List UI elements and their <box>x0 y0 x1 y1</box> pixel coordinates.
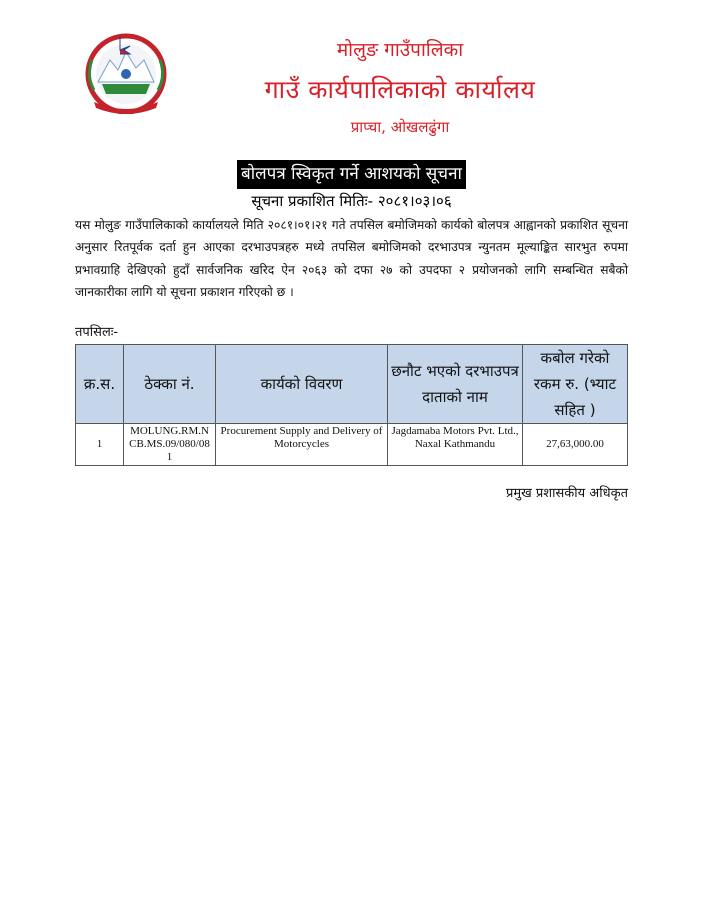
notice-title: बोलपत्र स्विकृत गर्ने आशयको सूचना <box>237 160 466 189</box>
cell-amount: 27,63,000.00 <box>523 424 628 466</box>
details-label: तपसिलः- <box>75 325 119 340</box>
cell-description: Procurement Supply and Delivery of Motorcycles <box>216 424 388 466</box>
signature-title: प्रमुख प्रशासकीय अधिकृत <box>505 486 628 501</box>
office-address: प्राप्चा, ओखलढुंगा <box>350 118 450 136</box>
nepal-emblem-icon <box>80 32 172 114</box>
cell-sn: 1 <box>76 424 124 466</box>
col-header-bidder: छनौट भएको दरभाउपत्र दाताको नाम <box>388 345 523 424</box>
table-header-row <box>76 345 628 424</box>
publication-date-value: २०८१।०३।०६ <box>377 192 452 210</box>
table-row <box>76 424 628 466</box>
cell-contract-no: MOLUNG.RM.NCB.MS.09/080/081 <box>124 424 216 466</box>
bid-table <box>75 344 628 466</box>
notice-title-bar <box>0 160 703 189</box>
notice-body: यस मोलुङ गाउँपालिकाको कार्यालयले मिति २०८१।०१।२१ गते तपसिल बमोजिमको कार्यको बोलपत्र आह्वानको प्रकाशित सूचना अनुसार रितपूर्वक दर्ता हुन आएका दरभाउपत्रहरु मध्ये तपसिल बमोजिमको दरभाउपत्र न्युनतम मूल्याङ्कित सारभुत रुपमा प्रभावग्राहि देखिएको हुदाँ सार्वजनिक खरिद ऐन २०६३ को दफा २७ को उपदफा २ प्रयोजनको लागि सम्बन्धित सबैको जानकारीका लागि यो सूचना प्रकाशन गरिएको छ । <box>75 218 628 299</box>
municipality-name: मोलुङ गाउँपालिका <box>336 39 464 61</box>
col-header-amount: कबोल गरेको रकम रु. (भ्याट सहित ) <box>523 345 628 424</box>
cell-bidder: Jagdamaba Motors Pvt. Ltd., Naxal Kathmandu <box>388 424 523 466</box>
col-header-sn: क्र.स. <box>76 345 124 424</box>
col-header-description: कार्यको विवरण <box>216 345 388 424</box>
publication-date <box>0 191 703 211</box>
publication-date-label: सूचना प्रकाशित मितिः- <box>251 192 374 210</box>
office-name: गाउँ कार्यपालिकाको कार्यालय <box>264 75 536 104</box>
col-header-contract-no: ठेक्का नं. <box>124 345 216 424</box>
